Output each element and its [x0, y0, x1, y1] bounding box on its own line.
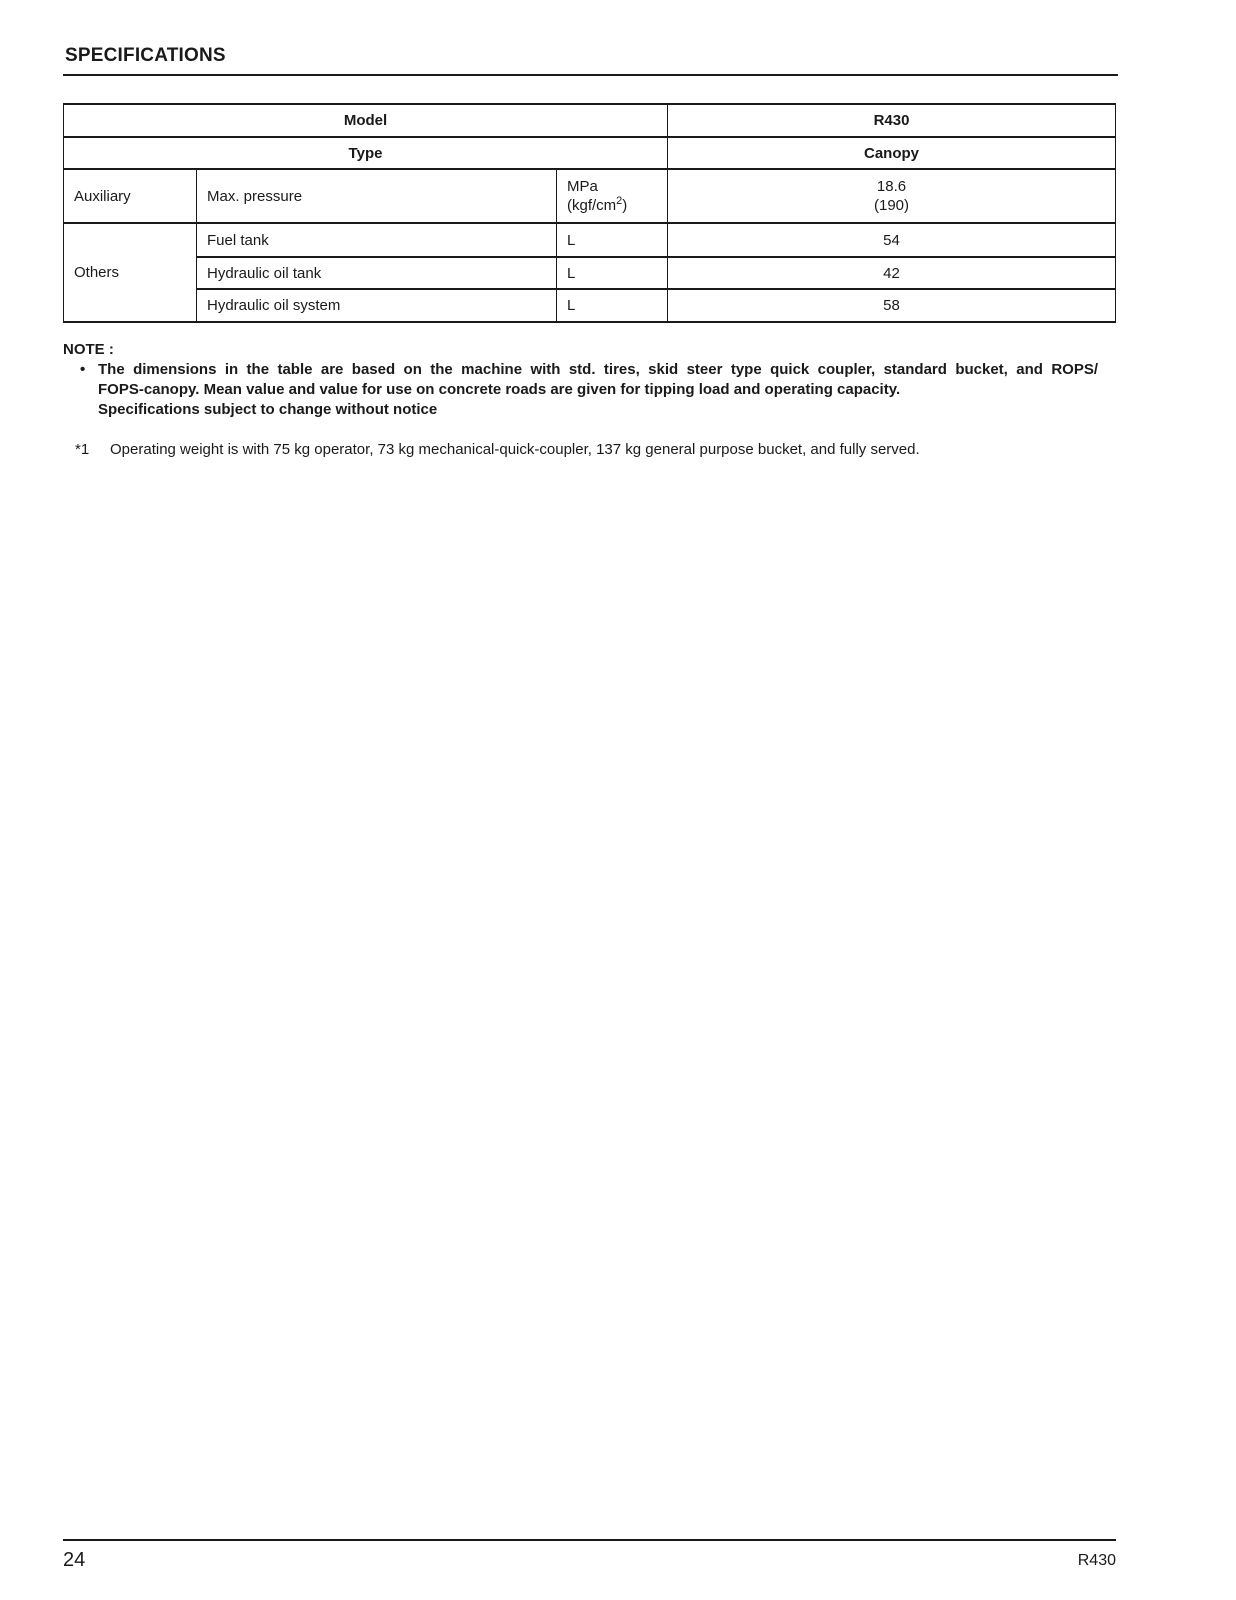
auxiliary-unit-cell — [557, 169, 668, 223]
note-line-1: The dimensions in the table are based on the machine with std. tires, skid steer type quick coupler, standard bucket, and ROPS/ — [98, 361, 1098, 378]
page-title: SPECIFICATIONS — [65, 45, 226, 66]
footnote-marker: *1 — [75, 441, 90, 458]
auxiliary-group-cell: Auxiliary — [64, 169, 197, 223]
hydraulic-oil-system-item-cell: Hydraulic oil system — [197, 289, 557, 322]
hydraulic-oil-tank-value-cell: 42 — [668, 257, 1116, 289]
unit-line-2-pre: (kgf/cm — [567, 197, 617, 214]
value-line-1: 18.6 — [876, 178, 907, 195]
note-line-3: Specifications subject to change without notice — [98, 401, 438, 418]
fuel-tank-item-cell: Fuel tank — [197, 223, 557, 257]
auxiliary-item-cell: Max. pressure — [197, 169, 557, 223]
table-row-model — [64, 104, 1116, 137]
footnote-section — [63, 440, 1098, 460]
model-label-cell: Model — [64, 104, 668, 137]
table-row-auxiliary — [64, 169, 1116, 223]
bullet-icon: • — [80, 361, 86, 378]
others-group-cell: Others — [64, 223, 197, 322]
note-bullet-item — [63, 360, 1098, 420]
hydraulic-oil-tank-unit-cell: L — [557, 257, 668, 289]
footer-model-label: R430 — [1077, 1552, 1116, 1569]
note-line-2: FOPS-canopy. Mean value and value for use on concrete roads are given for tipping load and operating capacity. — [98, 381, 901, 398]
footnote-text: Operating weight is with 75 kg operator, 73 kg mechanical-quick-coupler, 137 kg general purpose bucket, and fully served. — [110, 441, 920, 458]
unit-line-2 — [567, 196, 661, 215]
footer-divider — [63, 1539, 1116, 1541]
note-bullet-text — [98, 360, 1098, 420]
unit-line-1: MPa — [567, 178, 598, 195]
title-divider — [63, 74, 1118, 76]
note-label: NOTE : — [63, 341, 114, 358]
table-row-hydraulic-oil-system — [64, 289, 1116, 322]
value-line-2: (190) — [873, 197, 910, 214]
table-row-hydraulic-oil-tank — [64, 257, 1116, 289]
hydraulic-oil-system-unit-cell: L — [557, 289, 668, 322]
unit-line-2-post: ) — [622, 197, 628, 214]
auxiliary-value-cell — [668, 169, 1116, 223]
unit-superscript: 2 — [616, 195, 623, 207]
hydraulic-oil-system-value-cell: 58 — [668, 289, 1116, 322]
specifications-table — [63, 103, 1116, 323]
type-value-cell: Canopy — [668, 137, 1116, 169]
type-label-cell: Type — [64, 137, 668, 169]
note-section — [63, 340, 1098, 420]
table-row-fuel-tank — [64, 223, 1116, 257]
hydraulic-oil-tank-item-cell: Hydraulic oil tank — [197, 257, 557, 289]
model-value-cell: R430 — [668, 104, 1116, 137]
page-number: 24 — [63, 1549, 86, 1571]
fuel-tank-unit-cell: L — [557, 223, 668, 257]
fuel-tank-value-cell: 54 — [668, 223, 1116, 257]
table-row-type — [64, 137, 1116, 169]
